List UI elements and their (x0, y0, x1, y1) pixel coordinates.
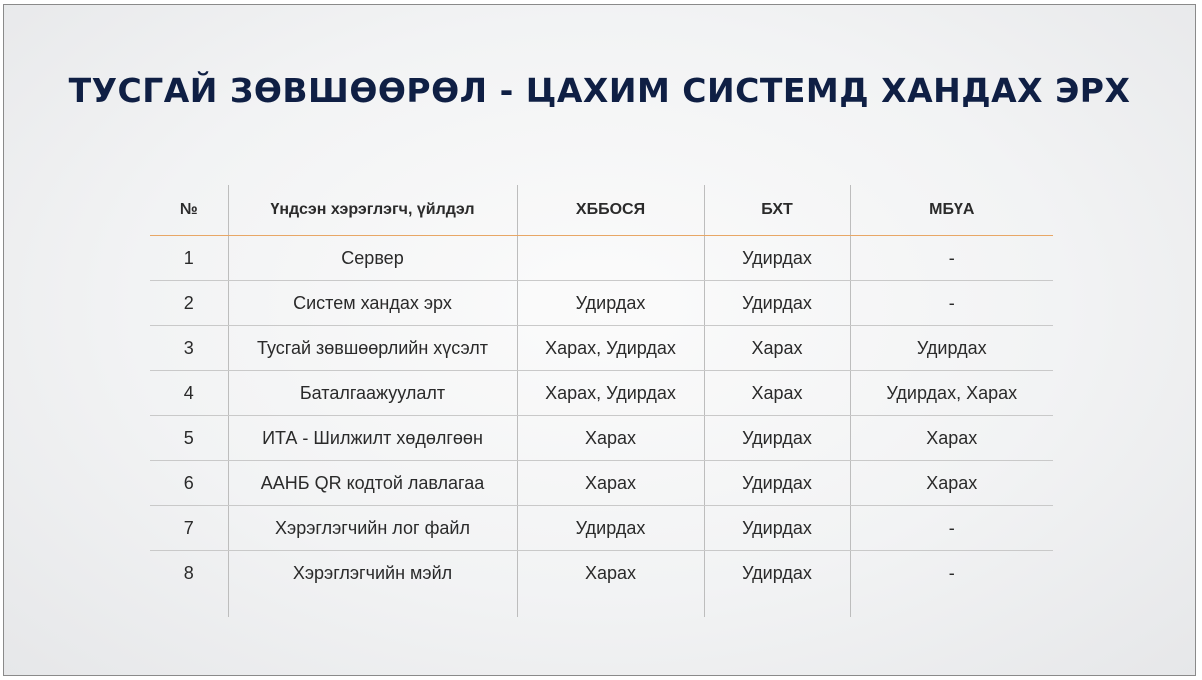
table-row (150, 371, 1053, 416)
cell-mbua: Харах (850, 416, 1053, 461)
header-bht: БХТ (704, 185, 850, 236)
table-row (150, 416, 1053, 461)
cell-hbbosya: Харах, Удирдах (517, 371, 704, 416)
table-row (150, 461, 1053, 506)
cell-hbbosya: Харах, Удирдах (517, 326, 704, 371)
cell-mbua: Харах (850, 461, 1053, 506)
slide (3, 4, 1196, 676)
cell-bht: Удирдах (704, 551, 850, 618)
header-hbbosya: ХББОСЯ (517, 185, 704, 236)
cell-bht: Удирдах (704, 461, 850, 506)
cell-number: 5 (150, 416, 228, 461)
cell-hbbosya (517, 236, 704, 281)
cell-number: 2 (150, 281, 228, 326)
cell-bht: Харах (704, 371, 850, 416)
cell-user-action: Тусгай зөвшөөрлийн хүсэлт (228, 326, 517, 371)
cell-user-action: Хэрэглэгчийн мэйл (228, 551, 517, 618)
cell-mbua: - (850, 281, 1053, 326)
slide-title: ТУСГАЙ ЗӨВШӨӨРӨЛ - ЦАХИМ СИСТЕМД ХАНДАХ ЭРХ (68, 71, 1131, 110)
header-number: № (150, 185, 228, 236)
cell-user-action: ААНБ QR кодтой лавлагаа (228, 461, 517, 506)
table-row (150, 326, 1053, 371)
cell-mbua: - (850, 236, 1053, 281)
cell-bht: Удирдах (704, 236, 850, 281)
cell-user-action: Систем хандах эрх (228, 281, 517, 326)
cell-number: 3 (150, 326, 228, 371)
cell-hbbosya: Харах (517, 461, 704, 506)
cell-number: 1 (150, 236, 228, 281)
cell-number: 4 (150, 371, 228, 416)
cell-number: 7 (150, 506, 228, 551)
cell-bht: Удирдах (704, 416, 850, 461)
cell-hbbosya: Харах (517, 416, 704, 461)
header-user-action: Үндсэн хэрэглэгч, үйлдэл (228, 185, 517, 236)
cell-user-action: Сервер (228, 236, 517, 281)
cell-hbbosya: Харах (517, 551, 704, 618)
cell-user-action: Баталгаажуулалт (228, 371, 517, 416)
table-row (150, 236, 1053, 281)
access-rights-table (150, 185, 1053, 617)
cell-bht: Удирдах (704, 281, 850, 326)
cell-bht: Удирдах (704, 506, 850, 551)
cell-hbbosya: Удирдах (517, 281, 704, 326)
cell-mbua: Удирдах, Харах (850, 371, 1053, 416)
table-header-row (150, 185, 1053, 236)
table-row (150, 506, 1053, 551)
cell-mbua: - (850, 506, 1053, 551)
cell-bht: Харах (704, 326, 850, 371)
cell-user-action: ИТА - Шилжилт хөдөлгөөн (228, 416, 517, 461)
cell-mbua: Удирдах (850, 326, 1053, 371)
header-mbua: МБҮА (850, 185, 1053, 236)
table-row (150, 551, 1053, 618)
cell-mbua: - (850, 551, 1053, 618)
cell-number: 6 (150, 461, 228, 506)
cell-hbbosya: Удирдах (517, 506, 704, 551)
table-row (150, 281, 1053, 326)
cell-user-action: Хэрэглэгчийн лог файл (228, 506, 517, 551)
cell-number: 8 (183, 563, 194, 583)
